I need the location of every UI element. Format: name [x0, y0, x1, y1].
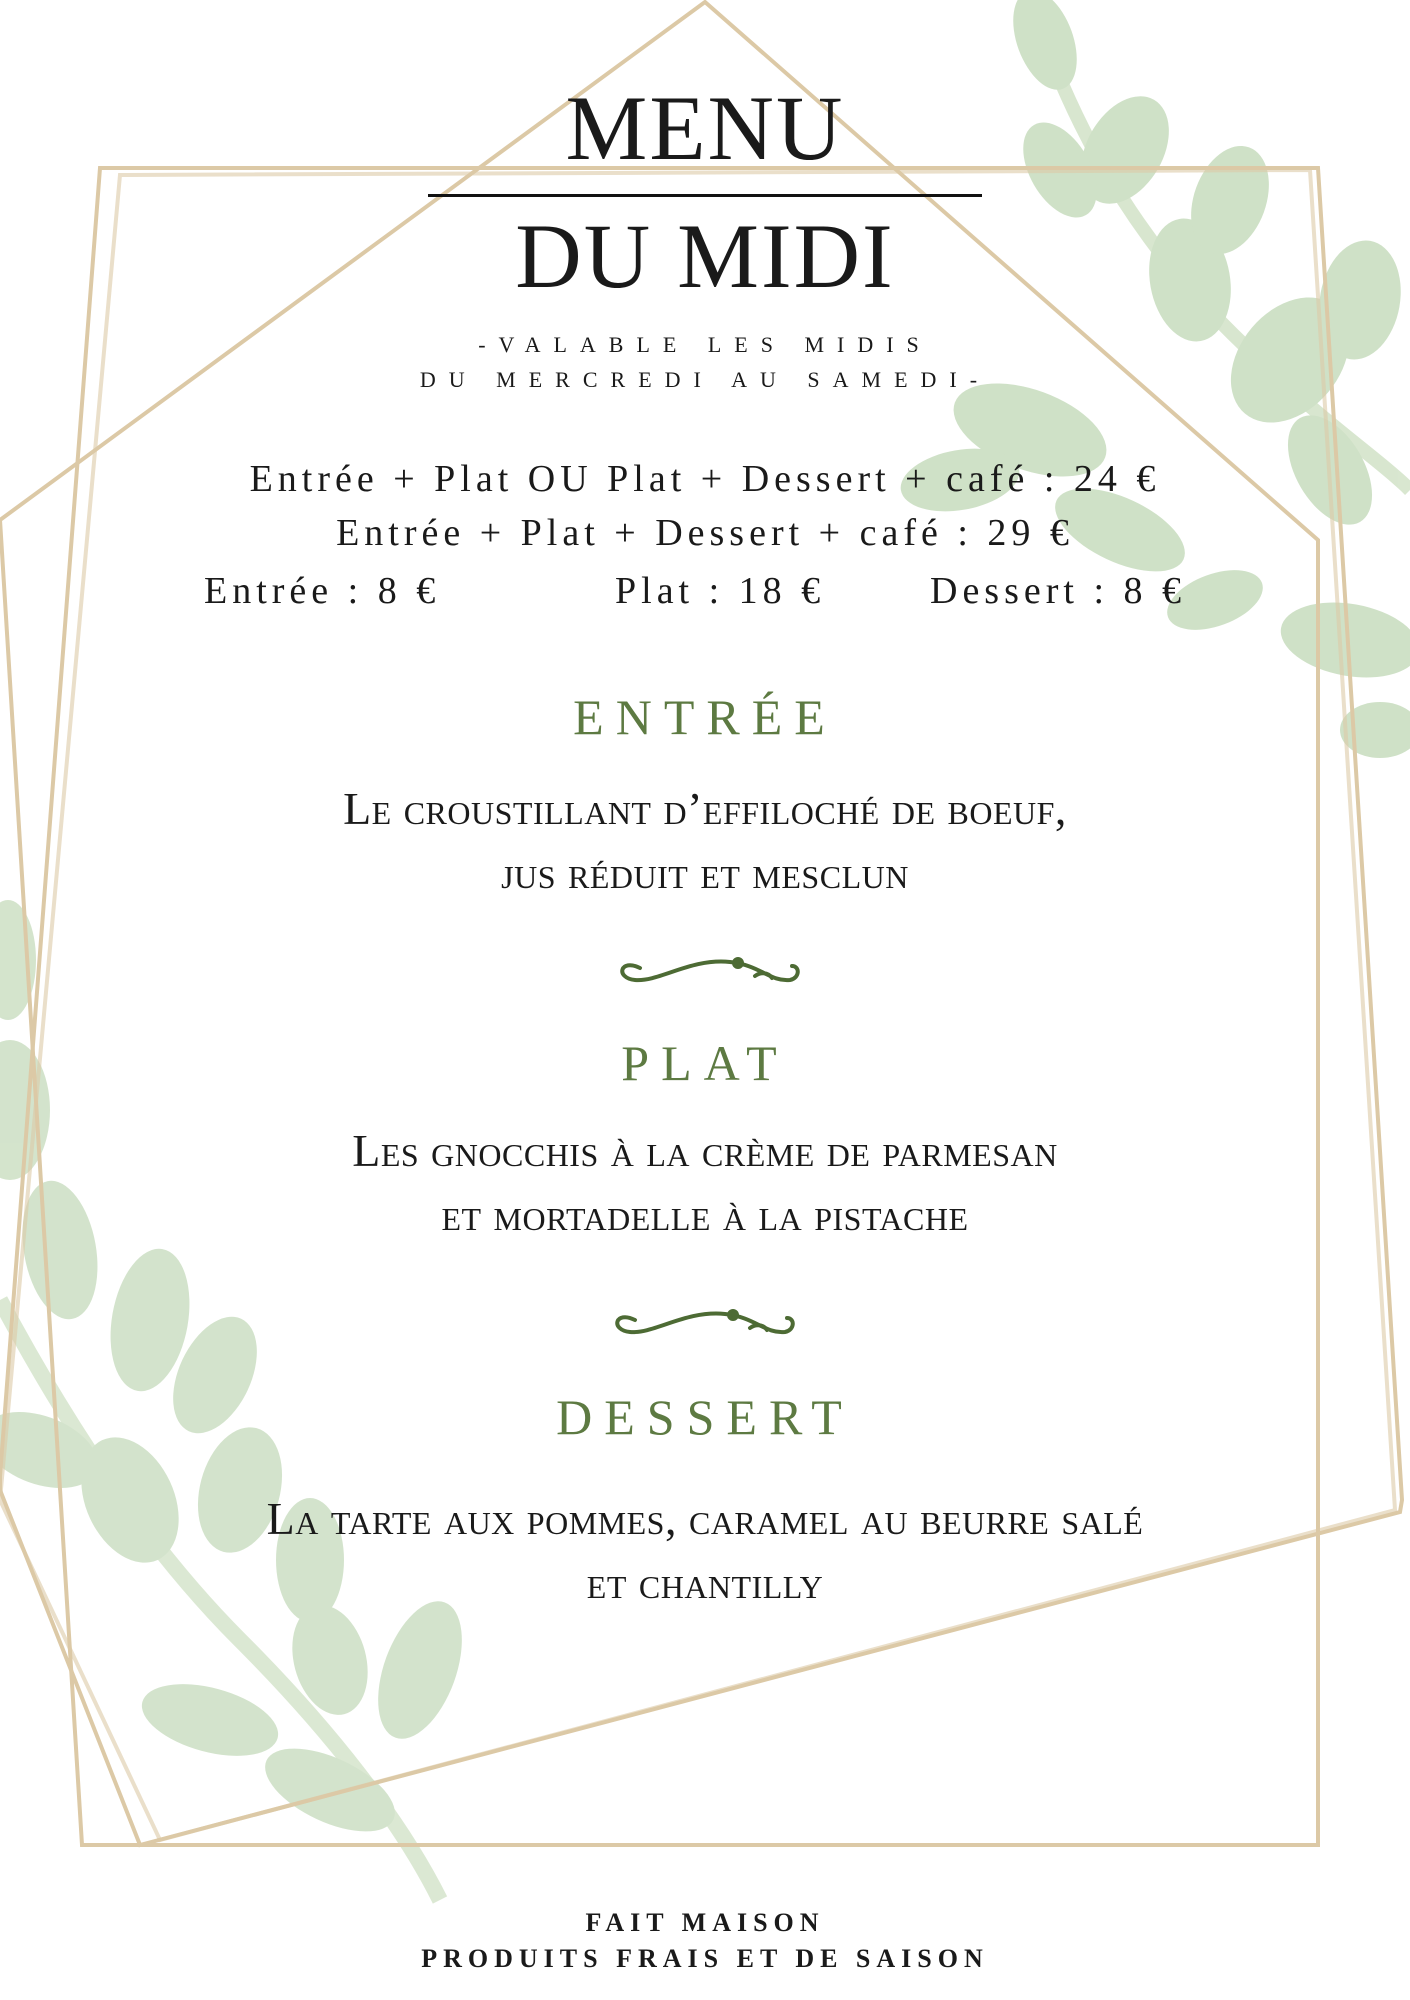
section-heading-dessert: DESSERT: [556, 1389, 854, 1445]
entree-dish-line-2: jus réduit et mesclun: [501, 847, 909, 898]
plat-dish-line-2: et mortadelle à la pistache: [441, 1189, 969, 1240]
plat-price: Plat : 18 €: [615, 570, 826, 612]
validity-line-2: DU MERCREDI AU SAMEDI-: [419, 367, 991, 392]
dessert-dish-line-1: La tarte aux pommes, caramel au beurre salé: [266, 1493, 1144, 1544]
dessert-price: Dessert : 8 €: [930, 570, 1187, 612]
title-divider: [428, 194, 982, 197]
footer-line-2: PRODUITS FRAIS ET DE SAISON: [421, 1944, 989, 1973]
dessert-dish-line-2: et chantilly: [586, 1557, 824, 1608]
title-line-2: DU MIDI: [515, 205, 895, 307]
formula-price-1: Entrée + Plat OU Plat + Dessert + café : 24 €: [249, 458, 1161, 500]
footer-line-1: FAIT MAISON: [585, 1908, 825, 1937]
section-heading-entree: ENTRÉE: [573, 689, 837, 745]
entree-price: Entrée : 8 €: [204, 570, 441, 612]
formula-price-2: Entrée + Plat + Dessert + café : 29 €: [336, 512, 1074, 554]
single-prices: [0, 572, 1410, 618]
entree-dish-line-1: Le croustillant d’effiloché de boeuf,: [343, 783, 1067, 834]
section-heading-plat: PLAT: [621, 1035, 789, 1091]
title-line-1: MENU: [565, 77, 845, 179]
plat-dish-line-1: Les gnocchis à la crème de parmesan: [352, 1125, 1058, 1176]
validity-line-1: -VALABLE LES MIDIS: [478, 332, 932, 357]
